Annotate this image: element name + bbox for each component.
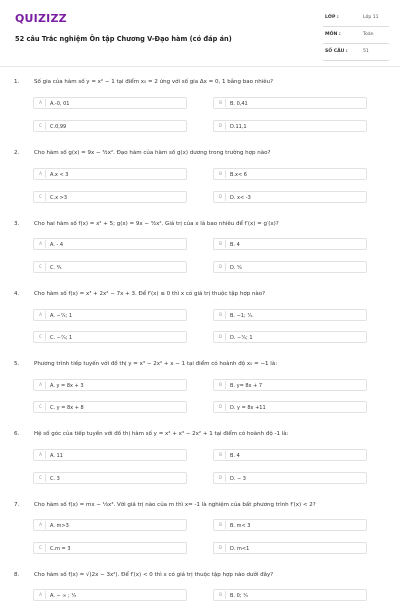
option-4-c[interactable] <box>33 331 187 343</box>
option-text: C. 3 <box>50 475 60 482</box>
option-text: C. ⁹⁄₅ <box>50 264 62 271</box>
option-7-d[interactable] <box>213 542 367 554</box>
option-letter: C <box>36 122 46 130</box>
option-text: A. − ∞ ; ¹⁄₃ <box>50 592 77 599</box>
option-1-b[interactable] <box>213 97 367 109</box>
option-text: B. y= 8x + 7 <box>230 382 263 389</box>
question-number: 8. <box>14 572 20 578</box>
meta-row-subject <box>323 30 389 44</box>
page-header <box>0 0 400 62</box>
option-2-a[interactable] <box>33 168 187 180</box>
option-text: A. 11 <box>50 452 63 459</box>
quizizz-logo[interactable]: QUIZIZZ <box>15 12 67 25</box>
meta-row-count <box>323 47 389 61</box>
option-text: B. 4 <box>230 452 240 459</box>
option-text: B.x< 6 <box>230 171 247 178</box>
option-text: D.11,1 <box>230 123 247 130</box>
question-number: 5. <box>14 361 20 367</box>
option-letter: A <box>36 240 46 248</box>
option-letter: D <box>216 403 226 411</box>
option-text: A. −⁷⁄₃; 1 <box>50 312 72 319</box>
option-text: B. 0,41 <box>230 100 248 107</box>
option-letter: B <box>216 170 226 178</box>
option-3-b[interactable] <box>213 238 367 250</box>
option-letter: B <box>216 381 226 389</box>
option-text: C. −⁷⁄₃; 1 <box>50 334 73 341</box>
option-6-c[interactable] <box>33 472 187 484</box>
option-7-b[interactable] <box>213 519 367 531</box>
option-letter: B <box>216 451 226 459</box>
option-text: C.0,99 <box>50 123 67 130</box>
option-letter: D <box>216 263 226 271</box>
option-letter: A <box>36 311 46 319</box>
option-letter: C <box>36 263 46 271</box>
option-1-d[interactable] <box>213 120 367 132</box>
option-4-a[interactable] <box>33 309 187 321</box>
option-5-b[interactable] <box>213 379 367 391</box>
option-text: B. −1; ⁷⁄₃. <box>230 312 254 319</box>
quiz-meta <box>323 13 389 64</box>
meta-row-class <box>323 13 389 27</box>
question-number: 7. <box>14 502 20 508</box>
question-text: Số gia của hàm số y = x² − 1 tại điểm x₀ = 2 ứng với số gia Δx = 0, 1 bằng bao nhiêu? <box>34 79 274 85</box>
option-letter: B <box>216 521 226 529</box>
option-6-b[interactable] <box>213 449 367 461</box>
option-letter: C <box>36 333 46 341</box>
page-title: 52 câu Trắc nghiệm Ôn tập Chương V-Đạo hàm (có đáp án) <box>15 35 232 43</box>
meta-value: Lớp 11 <box>363 15 379 20</box>
option-text: A.x < 3 <box>50 171 69 178</box>
option-letter: A <box>36 521 46 529</box>
question-text: Cho hai hàm số f(x) = x² + 5; g(x) = 9x − ³⁄₂x². Giá trị của x là bao nhiêu để f′(x) = g′(x)? <box>34 221 279 227</box>
option-text: D. ⁵⁄₉ <box>230 264 242 271</box>
option-3-c[interactable] <box>33 261 187 273</box>
option-text: D. x< -3 <box>230 194 251 201</box>
option-letter: A <box>36 451 46 459</box>
option-text: D. − 3 <box>230 475 246 482</box>
option-4-b[interactable] <box>213 309 367 321</box>
question-number: 4. <box>14 291 20 297</box>
option-2-c[interactable] <box>33 191 187 203</box>
meta-value: Toán <box>363 32 374 37</box>
meta-value: 51 <box>363 49 369 54</box>
question-text: Cho hàm số f(x) = x³ + 2x² − 7x + 3. Để f′(x) ≤ 0 thì x có giá trị thuộc tập hợp nào? <box>34 291 266 297</box>
question-number: 6. <box>14 431 20 437</box>
option-letter: D <box>216 122 226 130</box>
option-8-a[interactable] <box>33 589 187 601</box>
option-7-c[interactable] <box>33 542 187 554</box>
option-letter: B <box>216 99 226 107</box>
question-number: 2. <box>14 150 20 156</box>
option-5-a[interactable] <box>33 379 187 391</box>
option-text: A. y = 8x + 3 <box>50 382 84 389</box>
question-number: 3. <box>14 221 20 227</box>
option-text: D. m<1 <box>230 545 250 552</box>
question-number: 1. <box>14 79 20 85</box>
option-text: B. 0; ¹⁄₃ <box>230 592 248 599</box>
option-text: A.-0, 01 <box>50 100 70 107</box>
option-4-d[interactable] <box>213 331 367 343</box>
meta-key: SỐ CÂU : <box>325 49 348 54</box>
question-text: Phương trình tiếp tuyến với đồ thị y = x³ − 2x² + x − 1 tại điểm có hoành độ x₀ = −1 là: <box>34 361 278 367</box>
option-letter: A <box>36 99 46 107</box>
option-letter: B <box>216 311 226 319</box>
option-5-c[interactable] <box>33 401 187 413</box>
option-8-b[interactable] <box>213 589 367 601</box>
meta-key: MÔN : <box>325 32 341 37</box>
option-text: C. y = 8x + 8 <box>50 404 84 411</box>
option-text: C.m = 3 <box>50 545 71 552</box>
option-letter: D <box>216 333 226 341</box>
option-letter: C <box>36 193 46 201</box>
option-letter: C <box>36 474 46 482</box>
option-letter: D <box>216 544 226 552</box>
option-text: D. y = 8x +11 <box>230 404 266 411</box>
option-2-d[interactable] <box>213 191 367 203</box>
option-letter: A <box>36 591 46 599</box>
option-letter: A <box>36 381 46 389</box>
option-text: A. m>3 <box>50 522 69 529</box>
option-7-a[interactable] <box>33 519 187 531</box>
option-2-b[interactable] <box>213 168 367 180</box>
option-text: B. m< 3 <box>230 522 251 529</box>
question-text: Cho hàm số g(x) = 9x − ³⁄₂x². Đạo hàm của hàm số g(x) dương trong trường hợp nào? <box>34 150 271 156</box>
question-text: Cho hàm số f(x) = mx − ¹⁄₃x³. Với giá trị nào của m thì x= -1 là nghiệm của bất phương trình f′(x) < 2? <box>34 502 316 508</box>
option-text: A. - 4 <box>50 241 64 248</box>
option-5-d[interactable] <box>213 401 367 413</box>
option-1-a[interactable] <box>33 97 187 109</box>
option-letter: C <box>36 544 46 552</box>
option-text: B. 4 <box>230 241 240 248</box>
header-divider <box>0 66 400 67</box>
option-6-d[interactable] <box>213 472 367 484</box>
option-letter: A <box>36 170 46 178</box>
option-letter: C <box>36 403 46 411</box>
question-text: Cho hàm số f(x) = √(2x − 3x²). Để f′(x) < 0 thì x có giá trị thuộc tập hợp nào dưới đây? <box>34 572 274 578</box>
option-text: D. −⁷⁄₃; 1 <box>230 334 253 341</box>
meta-key: LỚP : <box>325 15 339 20</box>
option-6-a[interactable] <box>33 449 187 461</box>
option-letter: D <box>216 193 226 201</box>
option-letter: B <box>216 240 226 248</box>
option-text: C.x >3 <box>50 194 67 201</box>
option-1-c[interactable] <box>33 120 187 132</box>
question-text: Hệ số góc của tiếp tuyến với đồ thị hàm số y = x⁴ + x³ − 2x² + 1 tại điểm có hoành độ -1 là: <box>34 431 289 437</box>
option-letter: D <box>216 474 226 482</box>
option-3-d[interactable] <box>213 261 367 273</box>
option-3-a[interactable] <box>33 238 187 250</box>
option-letter: B <box>216 591 226 599</box>
